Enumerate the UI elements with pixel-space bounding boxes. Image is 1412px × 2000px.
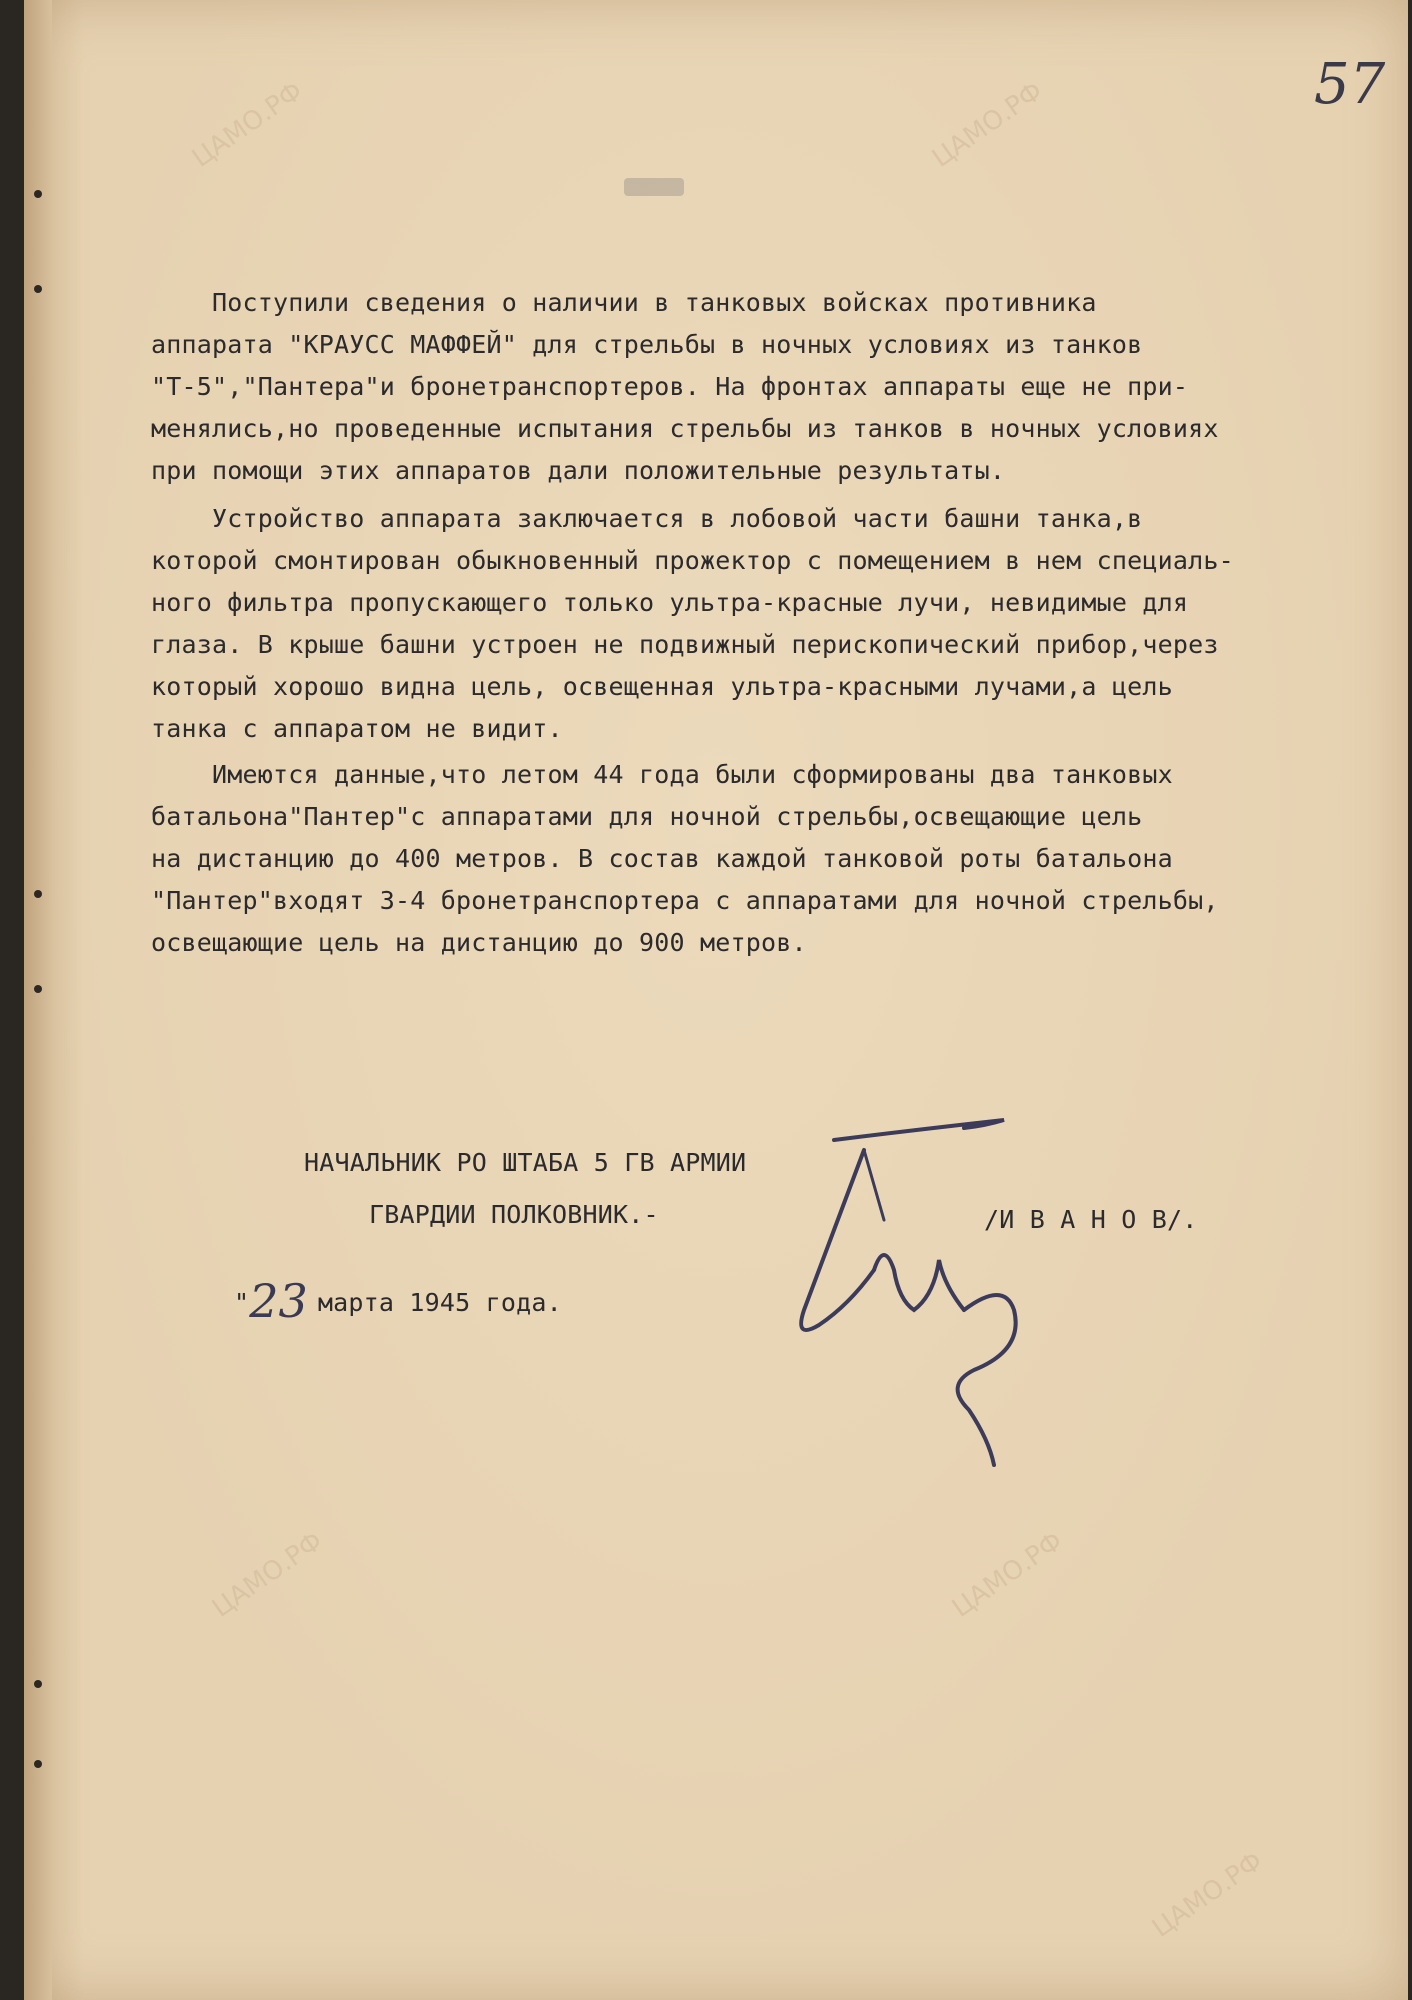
text-line: Имеются данные,что летом 44 года были сформированы два танковых: [151, 760, 1173, 789]
watermark: ЦАМО.РФ: [1146, 1846, 1269, 1944]
document-page: [24, 0, 1408, 2000]
watermark: ЦАМО.РФ: [206, 1526, 329, 1624]
text-line: при помощи этих аппаратов дали положительные результаты.: [151, 456, 1006, 485]
text-line: которой смонтирован обыкновенный прожектор с помещением в нем специаль-: [151, 546, 1234, 575]
text-line: танка с аппаратом не видит.: [151, 714, 563, 743]
ink-blot: [624, 178, 684, 196]
watermark: ЦАМО.РФ: [186, 76, 309, 174]
date-month-year: марта 1945 года.: [317, 1288, 562, 1317]
text-line: "Т-5","Пантера"и бронетранспортеров. На фронтах аппараты еще не при-: [151, 372, 1189, 401]
signatory-rank: ГВАРДИИ ПОЛКОВНИК.-: [369, 1200, 659, 1229]
text-line: аппарата "КРАУСС МАФФЕЙ" для стрельбы в ночных условиях из танков: [151, 330, 1143, 359]
binding-hole: [34, 1760, 42, 1768]
text-line: "Пантер"входят 3-4 бронетранспортера с аппаратами для ночной стрельбы,: [151, 886, 1219, 915]
date-quote: ": [234, 1288, 250, 1317]
binding-hole: [34, 190, 42, 198]
binding-hole: [34, 1680, 42, 1688]
text-line: батальона"Пантер"с аппаратами для ночной стрельбы,освещающие цель: [151, 802, 1143, 831]
text-line: на дистанцию до 400 метров. В состав каждой танковой роты батальона: [151, 844, 1173, 873]
page-left-edge: [24, 0, 52, 2000]
text-line: менялись,но проведенные испытания стрельбы из танков в ночных условиях: [151, 414, 1219, 443]
document-date: [234, 1268, 562, 1328]
binding-hole: [34, 985, 42, 993]
text-line: ного фильтра пропускающего только ультра-красные лучи, невидимые для: [151, 588, 1189, 617]
date-day-handwritten: 23: [249, 1274, 308, 1328]
binding-hole: [34, 285, 42, 293]
signatory-name: /И В А Н О В/.: [984, 1205, 1198, 1234]
text-line: глаза. В крыше башни устроен не подвижный перископический прибор,через: [151, 630, 1219, 659]
text-line: Устройство аппарата заключается в лобовой части башни танка,в: [151, 504, 1143, 533]
text-line: который хорошо видна цель, освещенная ультра-красными лучами,а цель: [151, 672, 1173, 701]
text-line: освещающие цель на дистанцию до 900 метров.: [151, 928, 807, 957]
handwritten-signature: [764, 1110, 1104, 1480]
watermark: ЦАМО.РФ: [926, 76, 1049, 174]
watermark: ЦАМО.РФ: [946, 1526, 1069, 1624]
binding-hole: [34, 890, 42, 898]
signatory-title: НАЧАЛЬНИК РО ШТАБА 5 ГВ АРМИИ: [304, 1148, 747, 1177]
folio-number: 57: [1314, 52, 1386, 117]
text-line: Поступили сведения о наличии в танковых войсках противника: [151, 288, 1097, 317]
